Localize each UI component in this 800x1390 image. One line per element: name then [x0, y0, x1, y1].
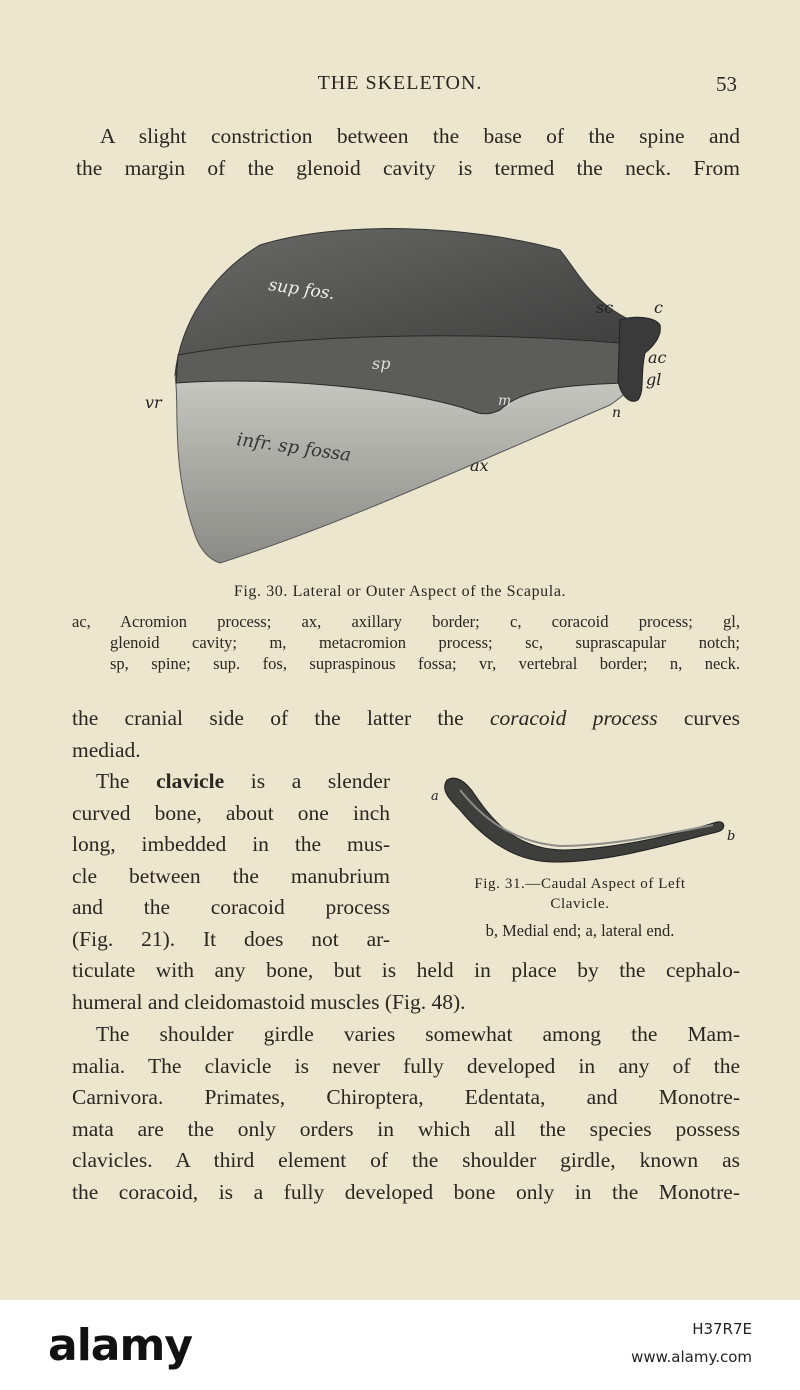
clavicle-before-bold: The [96, 769, 157, 793]
clavicle-bone-shape [445, 778, 724, 862]
stock-watermark-bar [0, 1300, 800, 1390]
cranial-paragraph [72, 703, 740, 766]
alamy-logo: alamy [48, 1320, 192, 1371]
label-c: c [654, 298, 663, 317]
clavicle-line-3: long, imbedded in the mus- [72, 832, 390, 856]
figure-30-legend-line-1: ac, Acromion process; ax, axillary border; c, coracoid process; gl, [72, 612, 740, 631]
figure-31-caption-line-2: Clavicle. [550, 896, 610, 912]
figure-30-legend-line-3: sp, spine; sup. fos, supraspinous fossa; vr, vertebral border; n, neck. [110, 654, 740, 673]
girdle-line-1: The shoulder girdle varies somewhat among the Mam- [96, 1022, 740, 1046]
girdle-line-2: malia. The clavicle is never fully developed in any of the [72, 1053, 740, 1078]
figure-30-caption: Fig. 30. Lateral or Outer Aspect of the Scapula. [233, 583, 567, 600]
figure-31-caption [420, 874, 740, 914]
label-gl: gl [646, 370, 662, 389]
label-ac: ac [648, 348, 667, 367]
page-number: 53 [716, 72, 737, 96]
watermark-url: www.alamy.com [631, 1348, 752, 1366]
clavicle-term: clavicle [156, 769, 225, 793]
image-id: H37R7E [692, 1320, 752, 1338]
clavicle-paragraph-column [72, 766, 390, 955]
intro-paragraph [76, 121, 740, 184]
clavicle-line-7: ticulate with any bone, but is held in place by the cephalo- [72, 958, 740, 982]
intro-line-2: the margin of the glenoid cavity is termed the neck. From [76, 155, 740, 180]
cranial-line-1 [72, 703, 740, 735]
cranial-line-2: mediad. [72, 737, 141, 762]
running-header: THE SKELETON. [317, 72, 483, 94]
infraspinous-fossa-shape [175, 375, 640, 563]
label-m: m [498, 393, 512, 409]
figure-30-legend-line-2: glenoid cavity; m, metacromion process; sc, suprascapular notch; [110, 633, 740, 652]
label-sp: sp [372, 354, 391, 373]
girdle-line-5: clavicles. A third element of the shoulder girdle, known as [72, 1148, 740, 1172]
clavicle-line-1-rest: is a slender [224, 769, 390, 793]
label-sc: sc [596, 298, 614, 317]
label-vr: vr [145, 393, 162, 412]
figure-31-legend: b, Medial end; a, lateral end. [485, 921, 675, 940]
figure-31-caption-line-1: Fig. 31.—Caudal Aspect of Left [474, 876, 686, 892]
clavicle-paragraph-tail [72, 955, 740, 1018]
figure-30-legend [72, 611, 740, 674]
label-ax: ax [470, 456, 489, 475]
label-n: n [612, 405, 622, 421]
cranial-text-before: the cranial side of the latter the [72, 706, 490, 730]
coracoid-process-term: coracoid process [489, 706, 658, 730]
clavicle-line-1 [72, 766, 390, 798]
label-infr-sp-fossa: infr. sp fossa [235, 429, 353, 466]
clavicle-label-b: b [727, 829, 736, 844]
girdle-line-6: the coracoid, is a fully developed bone only in the Monotre- [72, 1179, 740, 1204]
girdle-line-4: mata are the only orders in which all the species possess [72, 1116, 740, 1141]
clavicle-label-a: a [431, 789, 439, 804]
scapula-figure [140, 205, 700, 575]
clavicle-line-2: curved bone, about one inch [72, 800, 390, 825]
clavicle-line-8: humeral and cleidomastoid muscles (Fig. 48). [72, 989, 466, 1014]
clavicle-line-4: cle between the manubrium [72, 863, 390, 888]
clavicle-line-6: (Fig. 21). It does not ar- [72, 926, 390, 951]
cranial-text-after: curves [657, 706, 740, 730]
girdle-line-3: Carnivora. Primates, Chiroptera, Edentata, and Monotre- [72, 1085, 740, 1109]
intro-line-1: A slight constriction between the base of the spine and [100, 124, 740, 148]
shoulder-girdle-paragraph [72, 1019, 740, 1208]
label-sup-fos: sup fos. [267, 275, 337, 305]
clavicle-line-5: and the coracoid process [72, 895, 390, 919]
clavicle-figure [425, 770, 745, 870]
